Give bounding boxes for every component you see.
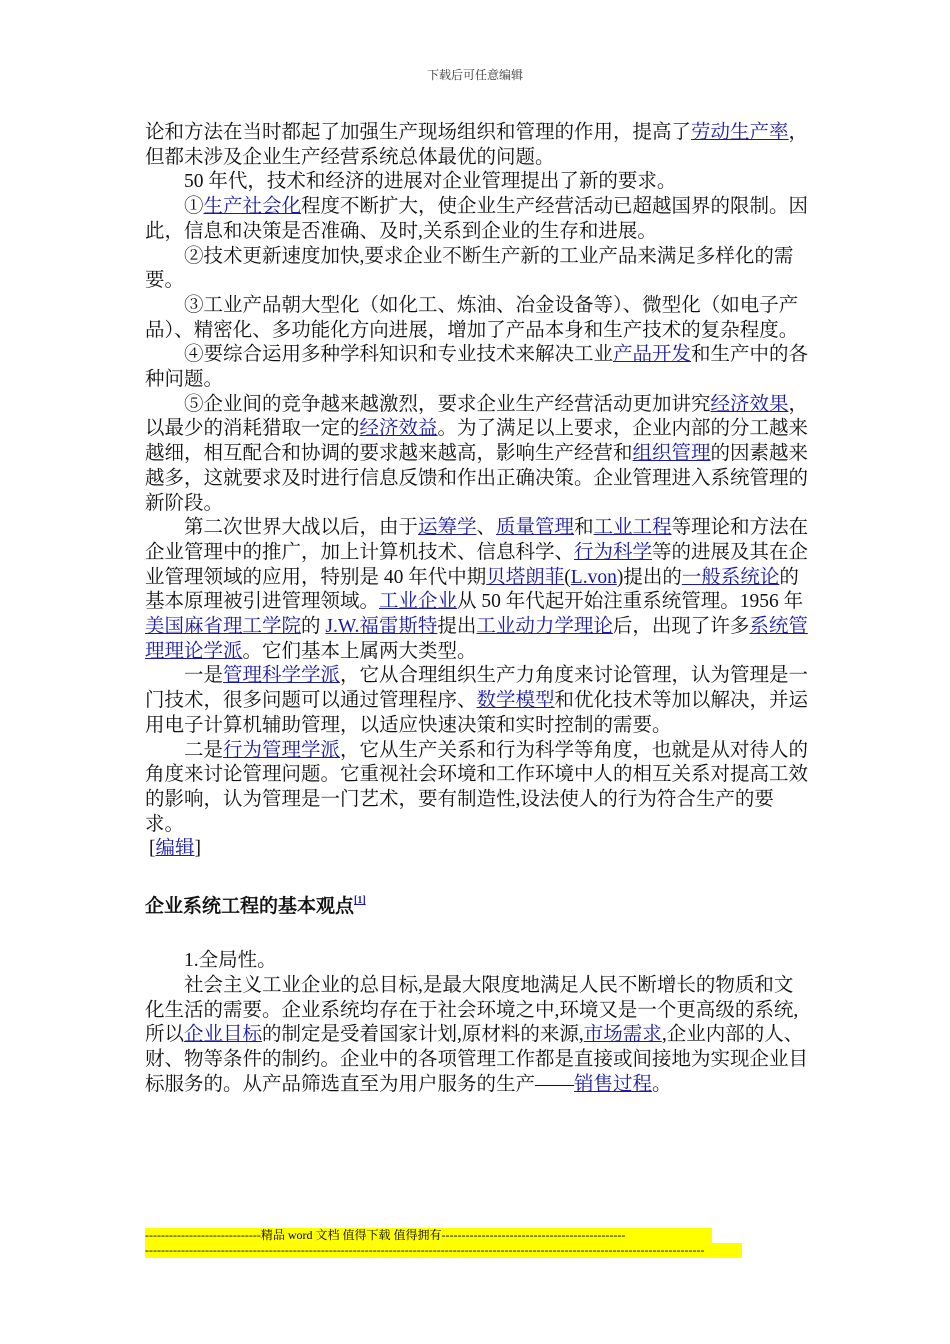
paragraph-text: 。为了满足以上要求，企业内部的分工越来越细，相互配合和协调的要求越来越高，影响生产经营和 <box>145 418 809 465</box>
inline-link[interactable]: 经济效果 <box>710 393 789 415</box>
paragraph <box>145 343 810 392</box>
paragraph-text: 后，出现了许多 <box>612 616 750 638</box>
edit-bracket-open: [ <box>149 838 156 860</box>
paragraph-text: 和优化技术等加以解决，并运用电子计算机辅助管理，以适应快速决策和实时控制的需要。 <box>145 690 809 736</box>
edit-bracket-close: ] <box>194 838 202 860</box>
paragraph <box>145 949 810 974</box>
paragraph <box>145 170 810 195</box>
paragraph-text: 的 <box>301 616 326 638</box>
inline-link[interactable]: 组织管理 <box>632 443 711 465</box>
page-header-note: 下载后可任意编辑 <box>426 68 523 82</box>
paragraph-text: ( <box>564 566 571 588</box>
paragraph <box>145 121 810 170</box>
paragraph-text: 。 <box>652 1073 672 1095</box>
paragraph-text: ③工业产品朝大型化（如化工、炼油、冶金设备等）、微型化（如电子产品）、精密化、多功能化方向进展，增加了产品本身和生产技术的复杂程度。 <box>145 294 799 341</box>
inline-link[interactable]: 管理科学学派 <box>223 665 341 687</box>
paragraph-text: 、 <box>476 517 497 539</box>
inline-link[interactable]: 运筹学 <box>418 517 477 539</box>
inline-link[interactable]: 企业目标 <box>184 1024 263 1046</box>
paragraph-text: 50 年代，技术和经济的进展对企业管理提出了新的要求。 <box>184 171 677 193</box>
inline-link[interactable]: 销售过程 <box>574 1073 653 1095</box>
inline-link[interactable]: 贝塔朗菲 <box>486 566 565 588</box>
paragraph-text: 等理论和方法在企业管理中的推广，加上计算机技术、信息科学、 <box>145 517 809 563</box>
paragraph-text: 第二次世界大战以后，由于 <box>184 517 419 539</box>
footer-banner <box>145 1228 742 1258</box>
inline-link[interactable]: 工业企业 <box>379 591 458 613</box>
paragraph-text: 的基本原理被引进管理领域。 <box>145 566 799 613</box>
paragraph <box>145 245 810 294</box>
paragraph <box>145 739 810 838</box>
paragraph-text: 从 50 年代起开始注重系统管理。1956 年 <box>457 591 804 613</box>
inline-link[interactable]: 经济效益 <box>359 418 438 440</box>
inline-link[interactable]: 一般系统论 <box>681 566 780 588</box>
paragraph-text: 提出 <box>437 616 477 638</box>
paragraph-text: 二是 <box>184 739 224 761</box>
paragraph <box>145 974 810 1098</box>
paragraph-text: 1.全局性。 <box>184 950 277 972</box>
reference-link[interactable]: [1] <box>354 895 366 907</box>
paragraph <box>145 664 810 738</box>
paragraph-text: ⑤企业间的竞争越来越激烈，要求企业生产经营活动更加讲究 <box>184 393 711 415</box>
paragraph-text: ，以最少的消耗猎取一定的 <box>145 393 809 440</box>
paragraph-text: ④要综合运用多种学科知识和专业技术来解决工业 <box>184 344 614 366</box>
inline-link[interactable]: 美国麻省理工学院 <box>145 616 302 638</box>
edit-link[interactable]: 编辑 <box>155 838 195 860</box>
paragraph-text: )提出的 <box>616 566 682 588</box>
section-heading <box>145 895 810 919</box>
inline-link[interactable]: 产品开发 <box>613 344 692 366</box>
footer-banner-line: -------------------------------------------------------------------------------------------------------------------------------------------- <box>145 1243 742 1258</box>
paragraph <box>145 393 810 517</box>
inline-link[interactable]: 系统管理理论学派 <box>145 616 808 662</box>
paragraph-text: 等的进展及其在企业管理领域的应用，特别是 40 年代中期 <box>145 541 809 588</box>
paragraph-text: ，但都未涉及企业生产经营系统总体最优的问题。 <box>145 122 809 168</box>
inline-link[interactable]: L.von <box>570 566 617 588</box>
inline-link[interactable]: J.W.福雷斯特 <box>325 616 438 638</box>
paragraph-text: ,企业内部的人、财、物等条件的制约。企业中的各项管理工作都是直接或间接地为实现企业目标服务的。从产品筛选直至为用户服务的生产—— <box>145 1024 809 1095</box>
inline-link[interactable]: 工业工程 <box>593 517 672 539</box>
inline-link[interactable]: 劳动生产率 <box>691 122 789 143</box>
paragraph-text: 社会主义工业企业的总目标,是最大限度地满足人民不断增长的物质和文化生活的需要。企业系统均存在于社会环境之中,环境又是一个更高级的系统,所以 <box>145 974 799 1046</box>
paragraph-text: ① <box>184 196 204 218</box>
paragraph-text: 程度不断扩大，使企业生产经营活动已超越国界的限制。因此，信息和决策是否准确、及时,关系到企业的生存和进展。 <box>145 196 809 242</box>
paragraph-text: 和生产中的各种问题。 <box>145 344 809 391</box>
paragraph-text: 一是 <box>184 665 224 687</box>
section-paragraph-group <box>145 949 810 1097</box>
paragraph-text: ，它从生产关系和行为科学等角度，也就是从对待人的角度来讨论管理问题。它重视社会环境和工作环境中人的相互关系对提高工效的影响，认为管理是一门艺术，要有制造性,设法使人的行为符合生产的要求。 <box>145 739 809 835</box>
inline-link[interactable]: 市场需求 <box>583 1024 662 1046</box>
section-title: 企业系统工程的基本观点 <box>145 896 355 918</box>
paragraph-group <box>145 121 810 837</box>
inline-link[interactable]: 生产社会化 <box>203 196 302 218</box>
paragraph-text: ，它从合理组织生产力角度来讨论管理，认为管理是一门技术，很多问题可以通过管理程序、 <box>145 665 809 712</box>
edit-link-wrapper <box>149 837 810 862</box>
document-body <box>145 121 810 1097</box>
inline-link[interactable]: 工业动力学理论 <box>476 616 613 638</box>
inline-link[interactable]: 质量管理 <box>496 517 575 539</box>
footer-banner-line: -----------------------------精品 word 文档 值得下载 值得拥有---------------------------------------------- <box>145 1228 712 1243</box>
paragraph-text: 的因素越来越多，这就要求及时进行信息反馈和作出正确决策。企业管理进入系统管理的新阶段。 <box>145 443 809 514</box>
paragraph-text: 和 <box>574 517 594 539</box>
paragraph-text: 。它们基本上属两大类型。 <box>242 640 477 662</box>
paragraph <box>145 195 810 244</box>
inline-link[interactable]: 数学模型 <box>476 690 555 712</box>
paragraph-text: ②技术更新速度加快,要求企业不断生产新的工业产品来满足多样化的需要。 <box>145 245 794 292</box>
paragraph-text: 论和方法在当时都起了加强生产现场组织和管理的作用，提高了 <box>145 122 692 143</box>
paragraph <box>145 516 810 664</box>
paragraph-text: 的制定是受着国家计划,原材料的来源, <box>262 1024 584 1046</box>
inline-link[interactable]: 行为科学 <box>574 541 653 563</box>
inline-link[interactable]: 行为管理学派 <box>223 739 341 761</box>
paragraph <box>145 294 810 343</box>
